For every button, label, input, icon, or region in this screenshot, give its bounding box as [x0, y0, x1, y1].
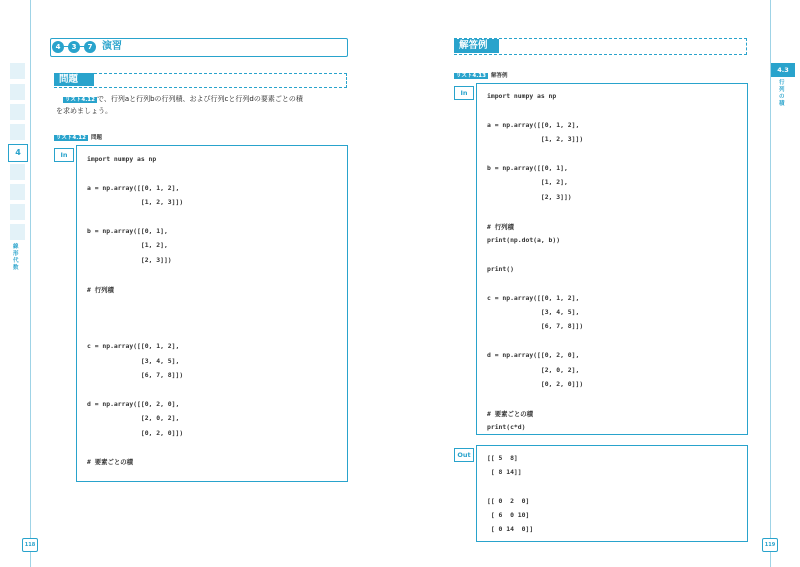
code-line: print(np.dot(a, b)) — [487, 236, 561, 244]
code-line: a = np.array([[0, 1, 2], — [87, 183, 180, 192]
in-label: In — [54, 148, 74, 162]
chapter-side-label: 線形代数 — [13, 244, 19, 271]
side-section-label: 行列の積 — [779, 80, 785, 107]
chapter-tab — [10, 84, 25, 100]
code-line: # 要素ごとの積 — [87, 458, 134, 467]
chapter-tab — [10, 124, 25, 140]
code-line: [ 0 14 0]] — [487, 525, 534, 533]
out-label: Out — [454, 448, 474, 462]
chapter-tab — [10, 184, 25, 200]
code-line: print() — [487, 264, 514, 273]
section-number-circle: 3 — [68, 41, 80, 53]
chapter-tab — [10, 204, 25, 220]
code-line: import numpy as np — [87, 155, 157, 163]
section-number-circle: 7 — [84, 41, 96, 53]
chapter-tab — [10, 63, 25, 79]
side-section-number: 4.3 — [771, 63, 795, 77]
list-label: リスト4.12 問題 — [56, 135, 102, 141]
code-line: [ 8 14]] — [487, 468, 522, 477]
code-line: [6, 7, 8]]) — [487, 322, 584, 331]
code-line: print(c*d) — [487, 423, 526, 432]
code-line: # 行列積 — [87, 285, 114, 294]
in-label: In — [454, 86, 474, 100]
code-line: a = np.array([[0, 1, 2], — [487, 120, 580, 129]
left-margin-line — [30, 0, 31, 567]
code-line: d = np.array([[0, 2, 0], — [87, 399, 180, 408]
page-number-right: 119 — [762, 538, 778, 552]
code-line: # 要素ごとの積 — [487, 409, 534, 418]
code-line: [ 6 0 10] — [487, 510, 530, 519]
code-line: [3, 4, 5], — [87, 356, 180, 365]
answer-heading: 解答例 — [454, 39, 499, 53]
list-tag: リスト4.12 — [56, 135, 86, 141]
code-line: [3, 4, 5], — [487, 308, 580, 316]
code-line: b = np.array([[0, 1], — [487, 164, 568, 172]
problem-text: リスト4.12 で、行列aと行列bの行列積、および行列cと行列dの要素ごとの積 — [65, 95, 303, 103]
code-line: [2, 0, 2], — [487, 365, 580, 374]
code-line: [6, 7, 8]]) — [87, 371, 184, 379]
code-line: [2, 0, 2], — [87, 414, 180, 423]
code-line: [1, 2, 3]]) — [87, 198, 184, 207]
section-number-circle: 4 — [52, 41, 64, 53]
right-margin-line — [770, 0, 771, 567]
page-number-left: 118 — [22, 538, 38, 552]
code-line: [2, 3]]) — [487, 192, 572, 201]
chapter-tab — [10, 104, 25, 120]
code-line: b = np.array([[0, 1], — [87, 227, 168, 235]
code-line: # 行列積 — [487, 222, 514, 231]
code-line: [1, 2, 3]]) — [487, 135, 584, 144]
chapter-tab-active: 4 — [8, 144, 28, 162]
code-line: [0, 2, 0]]) — [87, 428, 184, 437]
chapter-tab — [10, 164, 25, 180]
code-line: [1, 2], — [87, 241, 168, 250]
code-line: [[ 0 2 0] — [487, 496, 530, 505]
code-line: c = np.array([[0, 1, 2], — [87, 342, 180, 351]
problem-heading-row — [54, 73, 347, 88]
section-title: 演習 — [102, 41, 122, 52]
code-line: c = np.array([[0, 1, 2], — [487, 293, 580, 302]
problem-text-2: を求めましょう。 — [56, 107, 112, 115]
code-line: import numpy as np — [487, 92, 557, 100]
code-line: d = np.array([[0, 2, 0], — [487, 351, 580, 360]
list-tag: リスト4.13 — [456, 73, 486, 79]
code-line: [0, 2, 0]]) — [487, 380, 584, 388]
chapter-tab — [10, 224, 25, 240]
code-line: [2, 3]]) — [87, 255, 172, 264]
problem-heading: 問題 — [54, 73, 94, 86]
list-label: リスト4.13 解答例 — [456, 73, 508, 79]
code-line: [1, 2], — [487, 178, 568, 187]
problem-list-tag: リスト4.12 — [65, 97, 95, 103]
code-line: [[ 5 8] — [487, 454, 518, 462]
